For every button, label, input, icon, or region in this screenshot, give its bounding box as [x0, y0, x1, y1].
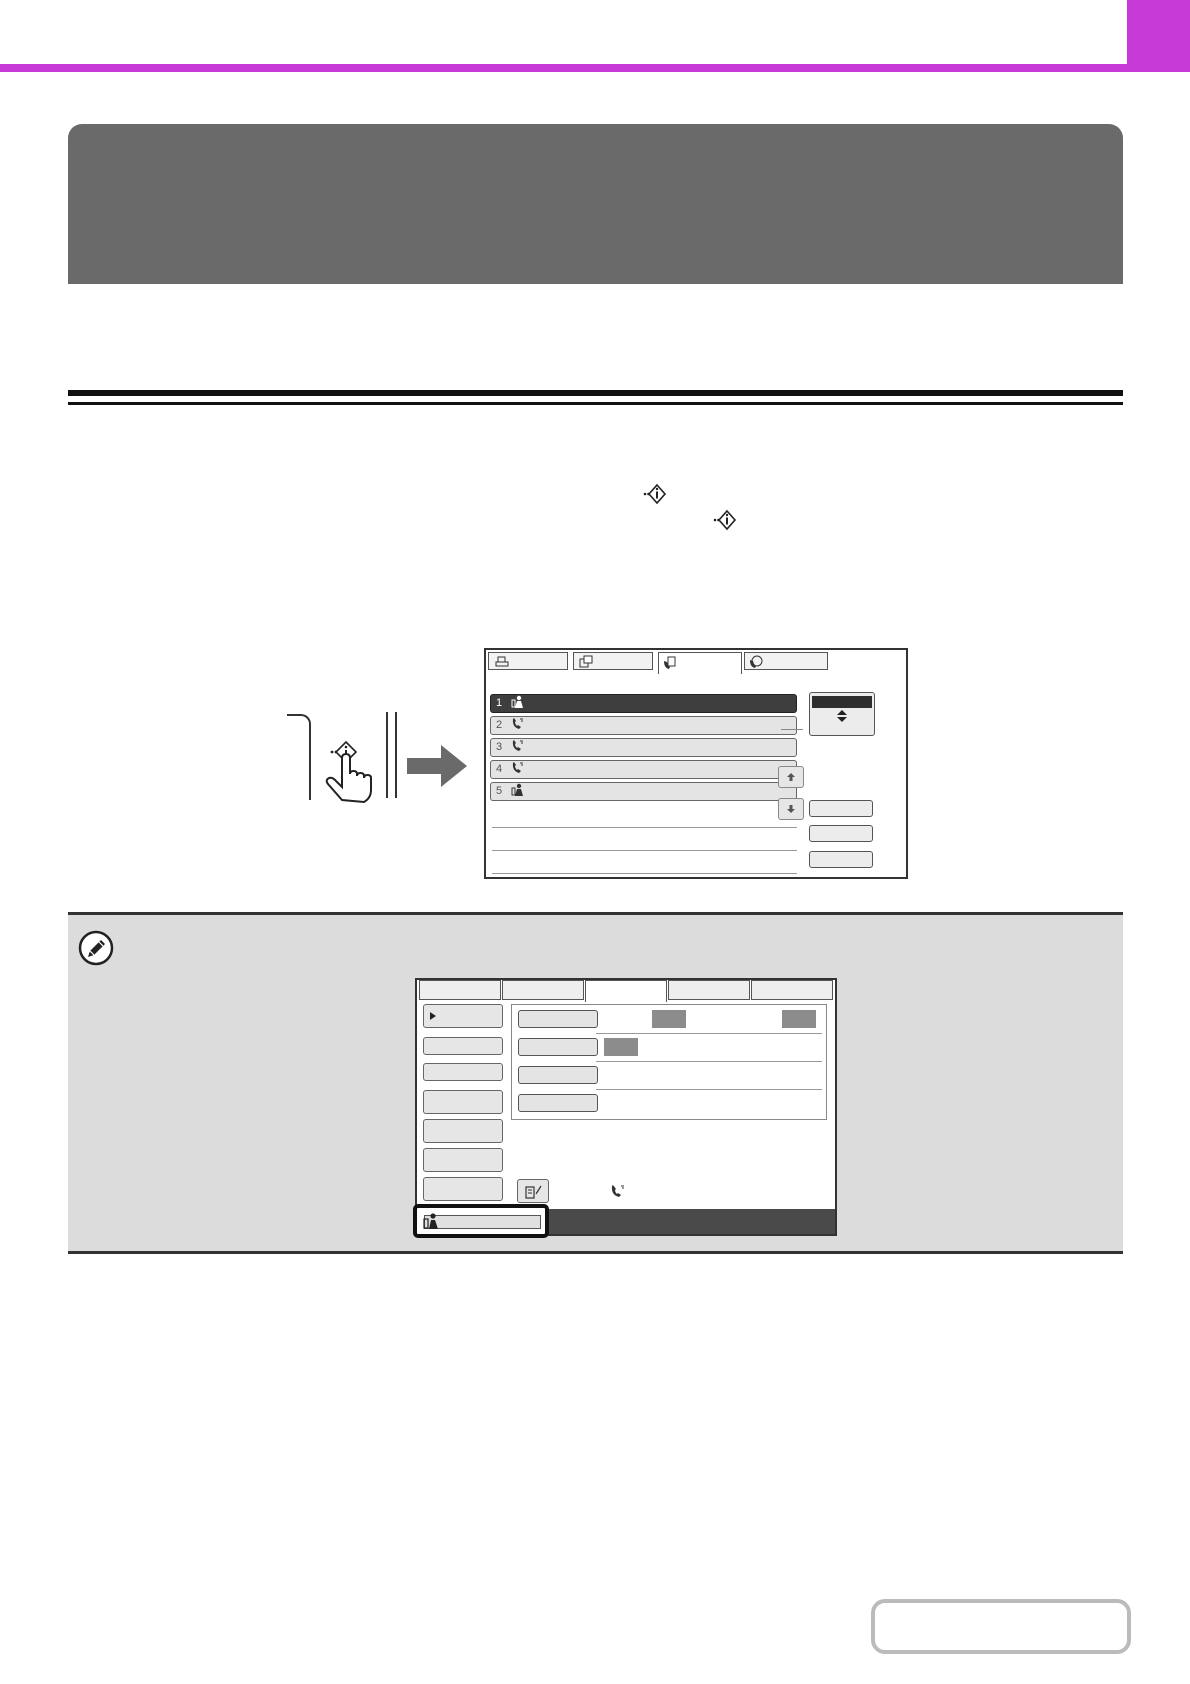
setting-value-chip: [782, 1010, 816, 1028]
menu-button[interactable]: [423, 1177, 503, 1201]
tab-fax-jobs[interactable]: [658, 652, 742, 674]
contents-nav-button[interactable]: [871, 1599, 1131, 1654]
menu-button[interactable]: [423, 1090, 503, 1114]
person-icon: [423, 1212, 441, 1230]
fax-job-icon: [663, 656, 677, 670]
operation-panel-edge: [287, 714, 311, 800]
settings-tab[interactable]: [419, 980, 501, 1000]
side-action-button[interactable]: [809, 825, 873, 842]
phone-icon: [511, 717, 525, 730]
header-accent-rule: [0, 64, 1190, 72]
job-row[interactable]: 4: [490, 760, 797, 779]
fax-memory-button[interactable]: [517, 1179, 549, 1203]
job-row[interactable]: 3: [490, 738, 797, 757]
side-action-button[interactable]: [809, 851, 873, 868]
tab-scan-jobs[interactable]: [573, 652, 653, 670]
settings-tab[interactable]: [751, 980, 833, 1000]
status-bar: [548, 1209, 835, 1234]
person-icon: [511, 695, 525, 708]
list-separator: [596, 1033, 822, 1034]
tab-internet-fax-jobs[interactable]: [744, 652, 828, 670]
swap-arrows-icon: [836, 709, 848, 723]
setting-value-chip: [652, 1010, 686, 1028]
setting-key-button[interactable]: [518, 1038, 598, 1056]
setting-key-button[interactable]: [518, 1010, 598, 1028]
job-status-key-icon: [713, 508, 737, 532]
tab-print-jobs[interactable]: [488, 652, 568, 670]
menu-button-selected[interactable]: [423, 1004, 503, 1028]
job-row[interactable]: 1: [490, 694, 797, 713]
right-arrow-icon: [407, 745, 467, 787]
operation-panel-divider: [395, 712, 397, 798]
scan-job-icon: [579, 655, 593, 668]
list-separator: [596, 1089, 822, 1090]
header-accent-tab: [1127, 0, 1190, 72]
settings-tab[interactable]: [502, 980, 584, 1000]
pencil-icon: [78, 930, 114, 966]
operation-panel-divider: [386, 712, 388, 798]
internet-fax-job-icon: [749, 655, 763, 669]
person-icon: [511, 783, 525, 796]
toggle-selected-bar: [812, 696, 872, 708]
caret-right-icon: [430, 1012, 436, 1020]
job-status-display-button[interactable]: [424, 1215, 541, 1229]
heading-rule-thick: [68, 390, 1123, 396]
scroll-up-button[interactable]: [778, 766, 804, 788]
list-separator: [596, 1061, 822, 1062]
down-arrow-icon: [786, 804, 796, 814]
settings-list: [511, 1004, 827, 1120]
menu-button[interactable]: [423, 1063, 503, 1081]
menu-button[interactable]: [423, 1037, 503, 1055]
menu-button[interactable]: [423, 1119, 503, 1143]
section-banner: [68, 124, 1123, 284]
print-job-icon: [495, 656, 509, 667]
settings-tab[interactable]: [668, 980, 750, 1000]
empty-job-slot: [492, 873, 797, 874]
empty-job-slot: [492, 827, 797, 828]
phone-icon: [610, 1184, 626, 1198]
page-indicator-line: [781, 729, 803, 730]
settings-tab-active[interactable]: [585, 980, 667, 1002]
job-row[interactable]: 2: [490, 716, 797, 735]
job-row[interactable]: 5: [490, 782, 797, 801]
scroll-down-button[interactable]: [778, 798, 804, 820]
fax-document-icon: [525, 1184, 543, 1199]
job-status-key-icon: [643, 482, 667, 506]
heading-rule-thin: [68, 402, 1123, 405]
menu-button[interactable]: [423, 1148, 503, 1172]
settings-screen: [415, 978, 837, 1236]
job-status-screen: [484, 648, 908, 879]
job-queue-toggle-button[interactable]: [809, 692, 875, 736]
finger-press-icon: [322, 740, 378, 804]
up-arrow-icon: [786, 772, 796, 782]
phone-icon: [511, 739, 525, 752]
empty-job-slot: [492, 850, 797, 851]
setting-value-chip: [604, 1038, 638, 1056]
phone-icon: [511, 761, 525, 774]
setting-key-button[interactable]: [518, 1094, 598, 1112]
side-action-button[interactable]: [809, 800, 873, 817]
setting-key-button[interactable]: [518, 1066, 598, 1084]
